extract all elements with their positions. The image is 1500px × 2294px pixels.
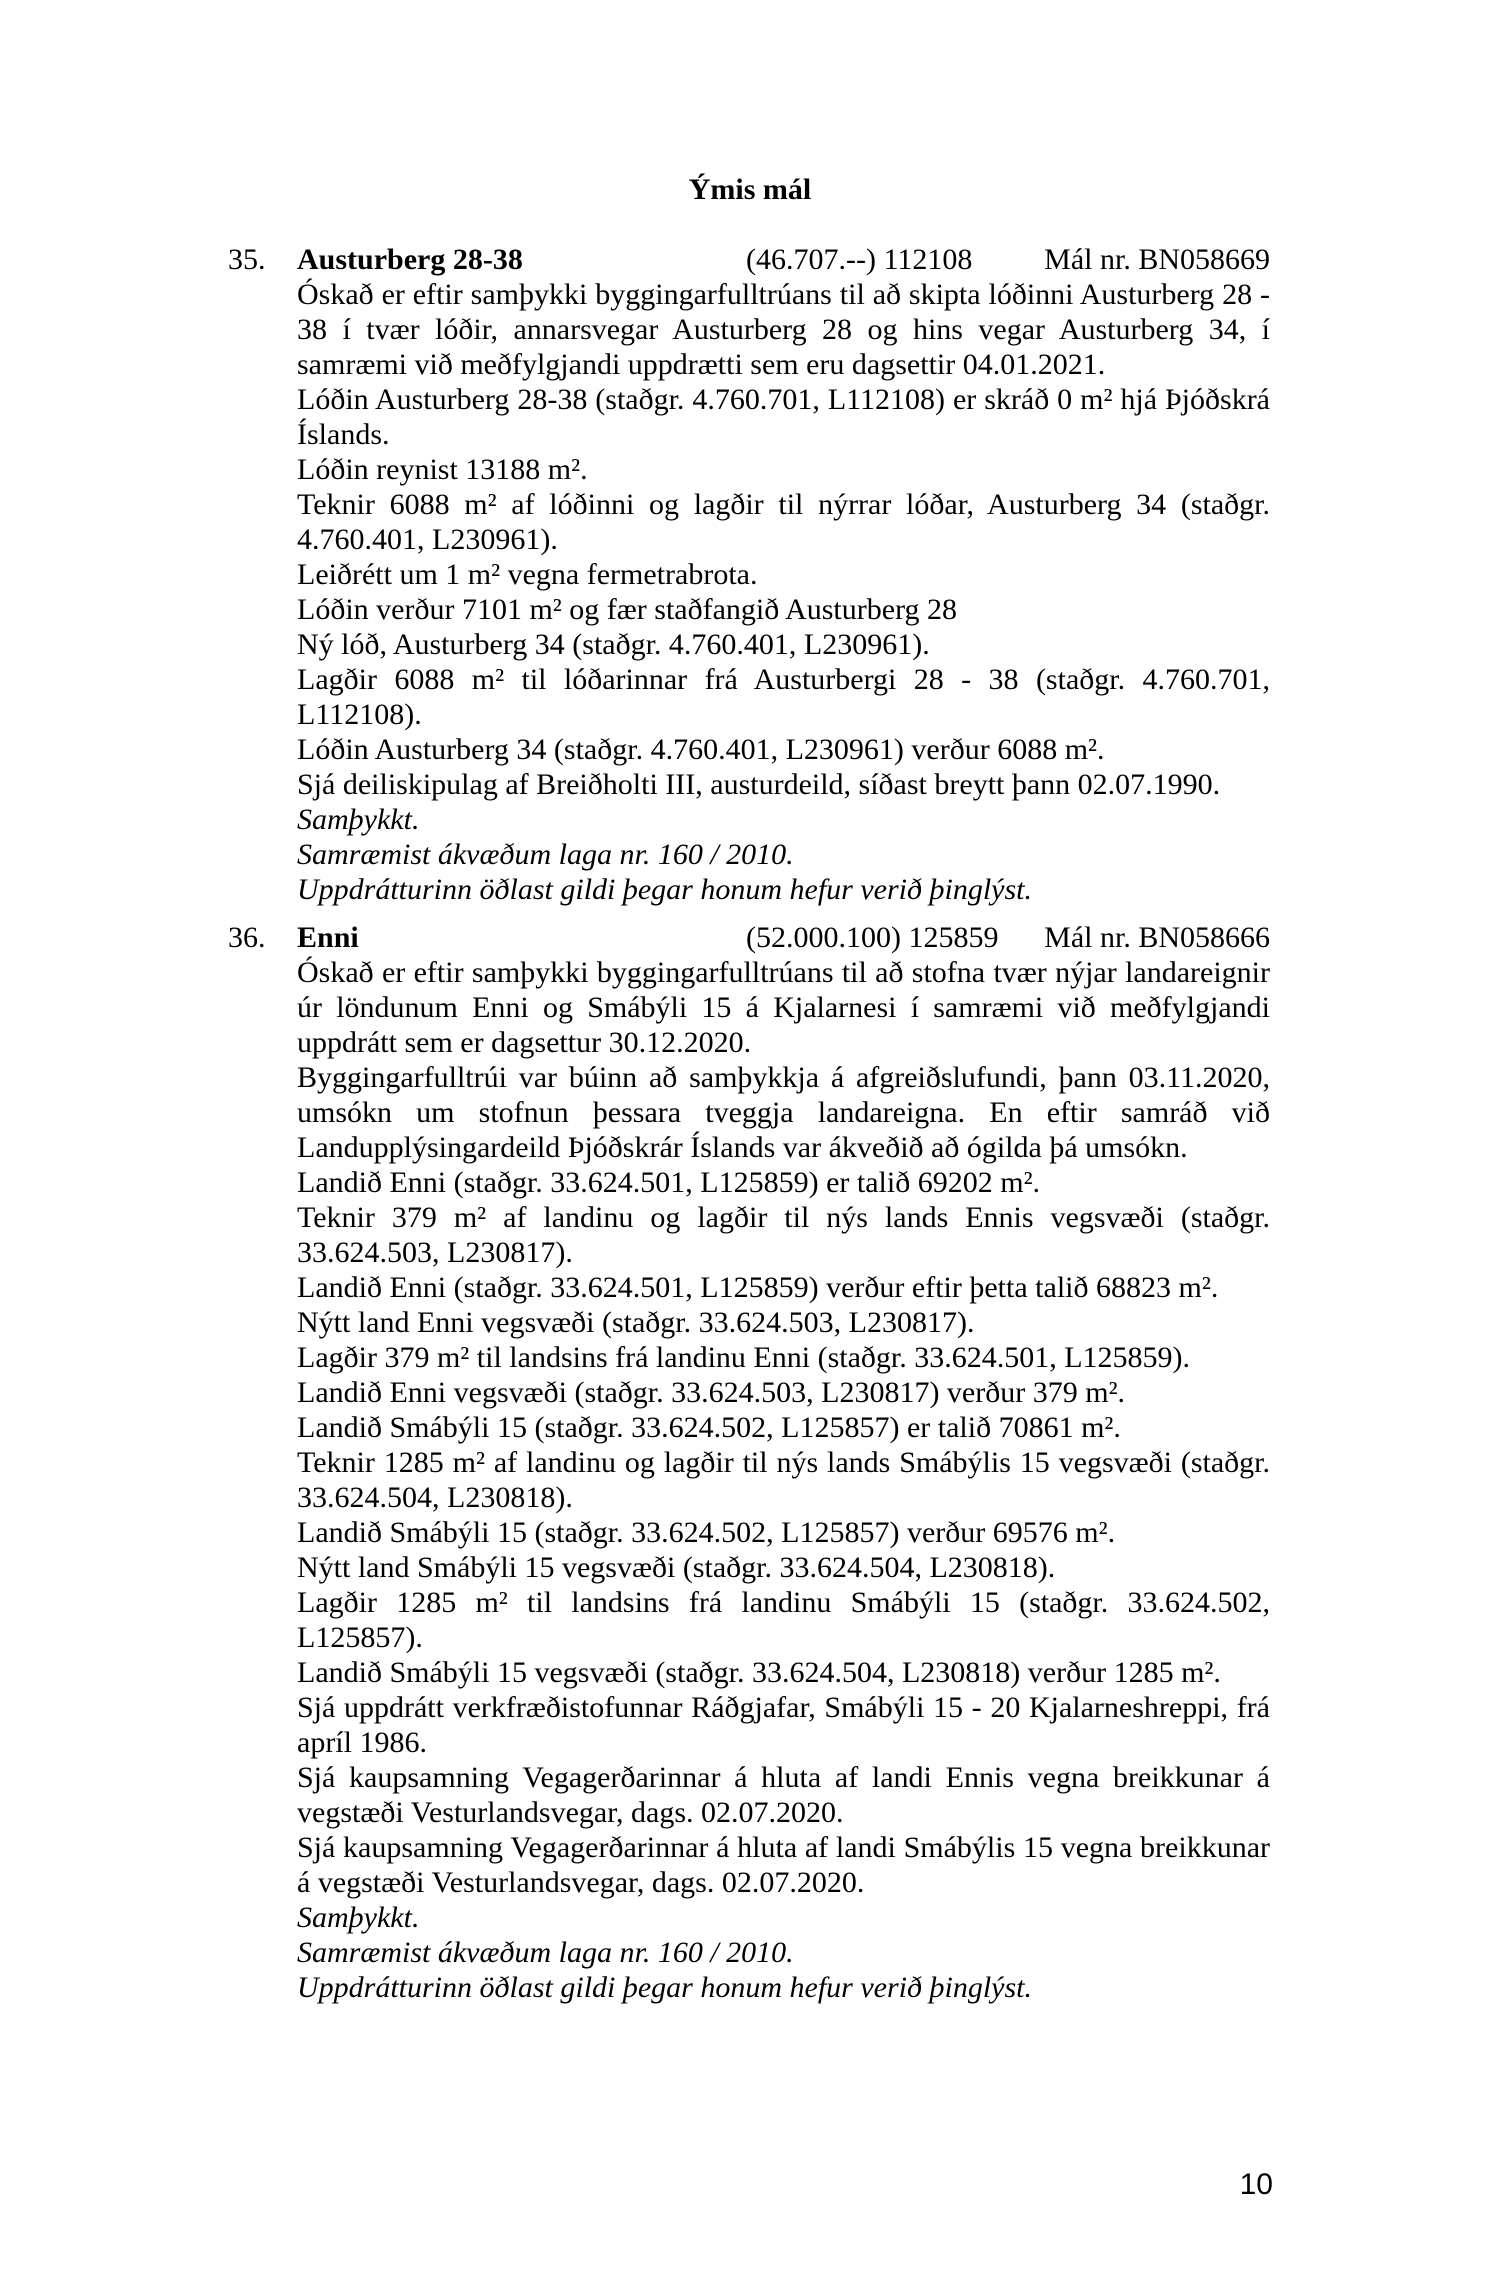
item-paragraph: Nýtt land Smábýli 15 vegsvæði (staðgr. 33.624.504, L230818). bbox=[297, 1551, 1056, 1584]
item-paragraph: Landið Enni (staðgr. 33.624.501, L125859) verður eftir þetta talið 68823 m². bbox=[297, 1271, 1219, 1304]
item-header bbox=[297, 242, 1270, 277]
case-number: Mál nr. BN058669 bbox=[1044, 243, 1270, 276]
item-paragraph: Sjá kaupsamning Vegagerðarinnar á hluta af landi Smábýlis 15 vegna breikkunar á vegstæði Vesturlandsvegar, dags. 02.07.2020. bbox=[297, 1831, 1270, 1899]
item-paragraph: Teknir 379 m² af landinu og lagðir til nýs lands Ennis vegsvæði (staðgr. 33.624.503, L230817). bbox=[297, 1201, 1270, 1269]
item-paragraph: Óskað er eftir samþykki byggingarfulltrúans til að skipta lóðinni Austurberg 28 - 38 í tvær lóðir, annarsvegar Austurberg 28 og hins vegar Austurberg 34, í samræmi við meðfylgjandi uppdrætti sem eru dagsettir 04.01.2021. bbox=[297, 278, 1270, 381]
resolution-line: Samþykkt. bbox=[297, 1901, 420, 1934]
resolution-line: Uppdrátturinn öðlast gildi þegar honum hefur verið þinglýst. bbox=[297, 1971, 1032, 2004]
item-title: Austurberg 28-38 bbox=[297, 243, 523, 276]
item-paragraph: Lagðir 6088 m² til lóðarinnar frá Austurbergi 28 - 38 (staðgr. 4.760.701, L112108). bbox=[297, 663, 1270, 731]
item-body bbox=[297, 920, 1270, 2005]
item-paragraph: Lóðin reynist 13188 m². bbox=[297, 453, 588, 486]
case-number: Mál nr. BN058666 bbox=[1044, 921, 1270, 954]
item-paragraph: Lóðin verður 7101 m² og fær staðfangið Austurberg 28 bbox=[297, 593, 958, 626]
item-paragraph: Lóðin Austurberg 34 (staðgr. 4.760.401, L230961) verður 6088 m². bbox=[297, 733, 1105, 766]
item-reference: (52.000.100) 125859 bbox=[746, 921, 999, 954]
item-paragraph: Landið Smábýli 15 vegsvæði (staðgr. 33.624.504, L230818) verður 1285 m². bbox=[297, 1656, 1221, 1689]
item-paragraph: Byggingarfulltrúi var búinn að samþykkja á afgreiðslufundi, þann 03.11.2020, umsókn um stofnun þessara tveggja landareigna. En eftir samráð við Landupplýsingardeild Þjóðskrár Íslands var ákveðið að ógilda þá umsókn. bbox=[297, 1061, 1270, 1164]
page-number: 10 bbox=[1239, 2168, 1273, 2201]
item-paragraph: Landið Smábýli 15 (staðgr. 33.624.502, L125857) er talið 70861 m². bbox=[297, 1411, 1121, 1444]
item-paragraph: Óskað er eftir samþykki byggingarfulltrúans til að stofna tvær nýjar landareignir úr löndunum Enni og Smábýli 15 á Kjalarnesi í samræmi við meðfylgjandi uppdrátt sem er dagsettur 30.12.2020. bbox=[297, 956, 1270, 1059]
resolution-line: Samræmist ákvæðum laga nr. 160 / 2010. bbox=[297, 838, 794, 871]
item-paragraph: Lóðin Austurberg 28-38 (staðgr. 4.760.701, L112108) er skráð 0 m² hjá Þjóðskrá Íslands. bbox=[297, 383, 1270, 451]
item-number: 36. bbox=[228, 921, 266, 954]
item-paragraph: Lagðir 1285 m² til landsins frá landinu Smábýli 15 (staðgr. 33.624.502, L125857). bbox=[297, 1586, 1270, 1654]
document-content bbox=[228, 242, 1270, 2005]
item-paragraph: Teknir 1285 m² af landinu og lagðir til nýs lands Smábýlis 15 vegsvæði (staðgr. 33.624.504, L230818). bbox=[297, 1446, 1270, 1514]
item-paragraph: Nýtt land Enni vegsvæði (staðgr. 33.624.503, L230817). bbox=[297, 1306, 975, 1339]
item-paragraph: Leiðrétt um 1 m² vegna fermetrabrota. bbox=[297, 558, 758, 591]
item-paragraph: Landið Enni (staðgr. 33.624.501, L125859) er talið 69202 m². bbox=[297, 1166, 1041, 1199]
item-paragraph: Ný lóð, Austurberg 34 (staðgr. 4.760.401, L230961). bbox=[297, 628, 930, 661]
item-paragraph: Landið Smábýli 15 (staðgr. 33.624.502, L125857) verður 69576 m². bbox=[297, 1516, 1116, 1549]
item-paragraph: Landið Enni vegsvæði (staðgr. 33.624.503, L230817) verður 379 m². bbox=[297, 1376, 1126, 1409]
item-header bbox=[297, 920, 1270, 955]
item-paragraph: Sjá uppdrátt verkfræðistofunnar Ráðgjafar, Smábýli 15 - 20 Kjalarneshreppi, frá apríl 1986. bbox=[297, 1691, 1270, 1759]
item-paragraph: Lagðir 379 m² til landsins frá landinu Enni (staðgr. 33.624.501, L125859). bbox=[297, 1341, 1191, 1374]
document-page bbox=[0, 172, 1500, 2294]
item-body bbox=[297, 242, 1270, 907]
item-paragraph: Sjá deiliskipulag af Breiðholti III, austurdeild, síðast breytt þann 02.07.1990. bbox=[297, 768, 1221, 801]
case-item-36 bbox=[228, 920, 1270, 2005]
item-paragraph: Sjá kaupsamning Vegagerðarinnar á hluta af landi Ennis vegna breikkunar á vegstæði Vesturlandsvegar, dags. 02.07.2020. bbox=[297, 1761, 1270, 1829]
item-reference: (46.707.--) 112108 bbox=[746, 243, 973, 276]
resolution-line: Samþykkt. bbox=[297, 803, 420, 836]
resolution-line: Samræmist ákvæðum laga nr. 160 / 2010. bbox=[297, 1936, 794, 1969]
resolution-line: Uppdrátturinn öðlast gildi þegar honum hefur verið þinglýst. bbox=[297, 873, 1032, 906]
page-title: Ýmis mál bbox=[688, 173, 812, 206]
case-item-35 bbox=[228, 242, 1270, 907]
item-number: 35. bbox=[228, 243, 266, 276]
item-title: Enni bbox=[297, 921, 359, 954]
item-paragraph: Teknir 6088 m² af lóðinni og lagðir til nýrrar lóðar, Austurberg 34 (staðgr. 4.760.401, L230961). bbox=[297, 488, 1270, 556]
